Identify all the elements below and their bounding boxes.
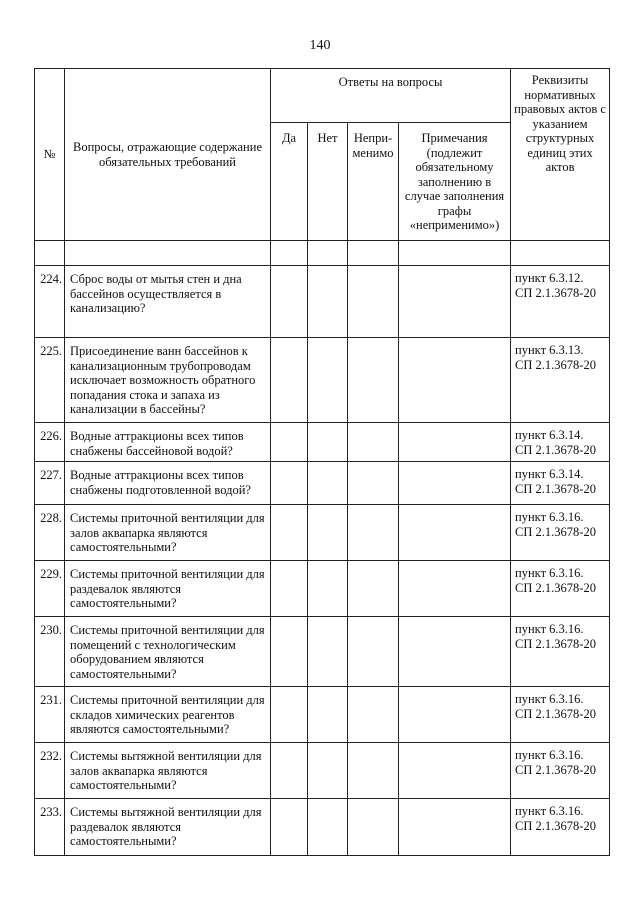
row-question: Системы вытяжной вентиляции для залов аквапарка являются самостоятельными? [65, 743, 271, 799]
header-yes: Да [271, 123, 308, 241]
header-num: № [35, 69, 65, 241]
requisite-point: пункт 6.3.16. [515, 692, 584, 706]
row-question: Присоединение ванн бассейнов к канализационным трубопроводам исключает возможность обратного попадания стока и запаха из канализации в бассейны? [65, 338, 271, 423]
header-notes: Примечания (подлежит обязательному заполнению в случае заполнения графы «неприменимо») [399, 123, 511, 241]
answer-no-cell[interactable] [308, 338, 348, 423]
header-na-line2: менимо [352, 145, 394, 160]
answer-yes-cell[interactable] [271, 743, 308, 799]
answer-yes-cell[interactable] [271, 423, 308, 462]
requisite-act: СП 2.1.3678-20 [515, 706, 596, 721]
requisite-point: пункт 6.3.14. [515, 467, 584, 481]
requisite-point: пункт 6.3.16. [515, 804, 584, 818]
notes-cell[interactable] [399, 561, 511, 617]
row-requisites [511, 687, 610, 743]
notes-cell[interactable] [399, 743, 511, 799]
table-row [35, 338, 610, 423]
answer-no-cell[interactable] [308, 799, 348, 856]
row-number: 230. [35, 617, 65, 687]
row-question: Водные аттракционы всех типов снабжены подготовленной водой? [65, 462, 271, 505]
answer-no-cell[interactable] [308, 687, 348, 743]
row-question: Системы вытяжной вентиляции для раздевалок являются самостоятельными? [65, 799, 271, 856]
row-requisites [511, 799, 610, 856]
answer-na-cell[interactable] [348, 561, 399, 617]
row-question: Системы приточной вентиляции для помещений с технологическим оборудованием являются самостоятельными? [65, 617, 271, 687]
notes-cell[interactable] [399, 266, 511, 338]
header-requisites: Реквизиты нормативных правовых актов с указанием структурных единиц этих актов [511, 69, 610, 241]
requisite-point: пункт 6.3.12. [515, 271, 584, 285]
answer-no-cell[interactable] [308, 423, 348, 462]
answer-na-cell[interactable] [348, 505, 399, 561]
row-requisites [511, 266, 610, 338]
notes-cell[interactable] [399, 617, 511, 687]
row-number: 232. [35, 743, 65, 799]
answer-yes-cell[interactable] [271, 505, 308, 561]
row-number: 233. [35, 799, 65, 856]
table-row [35, 423, 610, 462]
row-question: Системы приточной вентиляции для раздевалок являются самостоятельными? [65, 561, 271, 617]
answer-na-cell[interactable] [348, 799, 399, 856]
requisite-act: СП 2.1.3678-20 [515, 442, 596, 457]
table-row [35, 799, 610, 856]
spacer-row [35, 241, 610, 266]
row-number: 228. [35, 505, 65, 561]
answer-no-cell[interactable] [308, 561, 348, 617]
answer-na-cell[interactable] [348, 423, 399, 462]
answer-yes-cell[interactable] [271, 617, 308, 687]
table-row [35, 561, 610, 617]
notes-cell[interactable] [399, 505, 511, 561]
table-row [35, 743, 610, 799]
requisite-act: СП 2.1.3678-20 [515, 762, 596, 777]
requisite-point: пункт 6.3.13. [515, 343, 584, 357]
answer-yes-cell[interactable] [271, 266, 308, 338]
row-requisites [511, 423, 610, 462]
notes-cell[interactable] [399, 462, 511, 505]
table-row [35, 505, 610, 561]
row-question: Системы приточной вентиляции для складов химических реагентов являются самостоятельными? [65, 687, 271, 743]
requisite-point: пункт 6.3.16. [515, 748, 584, 762]
table-row [35, 266, 610, 338]
answer-na-cell[interactable] [348, 462, 399, 505]
notes-cell[interactable] [399, 687, 511, 743]
row-requisites [511, 617, 610, 687]
answer-na-cell[interactable] [348, 266, 399, 338]
answer-yes-cell[interactable] [271, 799, 308, 856]
answer-yes-cell[interactable] [271, 338, 308, 423]
row-question: Водные аттракционы всех типов снабжены бассейновой водой? [65, 423, 271, 462]
header-answers: Ответы на вопросы [271, 69, 511, 123]
row-question: Системы приточной вентиляции для залов аквапарка являются самостоятельными? [65, 505, 271, 561]
table-row [35, 462, 610, 505]
row-number: 226. [35, 423, 65, 462]
answer-no-cell[interactable] [308, 743, 348, 799]
header-no: Нет [308, 123, 348, 241]
requisite-act: СП 2.1.3678-20 [515, 636, 596, 651]
answer-na-cell[interactable] [348, 687, 399, 743]
row-requisites [511, 505, 610, 561]
table-row [35, 617, 610, 687]
row-requisites [511, 462, 610, 505]
answer-no-cell[interactable] [308, 505, 348, 561]
answer-no-cell[interactable] [308, 617, 348, 687]
row-requisites [511, 338, 610, 423]
requisite-act: СП 2.1.3678-20 [515, 818, 596, 833]
row-requisites [511, 743, 610, 799]
checklist-table [34, 68, 610, 856]
answer-na-cell[interactable] [348, 617, 399, 687]
requisite-point: пункт 6.3.16. [515, 566, 584, 580]
answer-yes-cell[interactable] [271, 687, 308, 743]
header-row-1 [35, 69, 610, 123]
requisite-act: СП 2.1.3678-20 [515, 285, 596, 300]
header-na-line1: Непри- [353, 131, 393, 145]
answer-no-cell[interactable] [308, 266, 348, 338]
requisite-act: СП 2.1.3678-20 [515, 524, 596, 539]
header-question: Вопросы, отражающие содержание обязательных требований [65, 69, 271, 241]
requisite-act: СП 2.1.3678-20 [515, 357, 596, 372]
answer-na-cell[interactable] [348, 743, 399, 799]
requisite-point: пункт 6.3.14. [515, 428, 584, 442]
page-number: 140 [309, 38, 331, 53]
table-row [35, 687, 610, 743]
row-number: 225. [35, 338, 65, 423]
row-question: Сброс воды от мытья стен и дна бассейнов осуществляется в канализацию? [65, 266, 271, 338]
answer-na-cell[interactable] [348, 338, 399, 423]
notes-cell[interactable] [399, 799, 511, 856]
row-requisites [511, 561, 610, 617]
header-not-applicable [348, 123, 399, 241]
notes-cell[interactable] [399, 423, 511, 462]
row-number: 229. [35, 561, 65, 617]
answer-no-cell[interactable] [308, 462, 348, 505]
requisite-point: пункт 6.3.16. [515, 510, 584, 524]
row-number: 231. [35, 687, 65, 743]
requisite-act: СП 2.1.3678-20 [515, 481, 596, 496]
notes-cell[interactable] [399, 338, 511, 423]
answer-yes-cell[interactable] [271, 561, 308, 617]
requisite-point: пункт 6.3.16. [515, 622, 584, 636]
requisite-act: СП 2.1.3678-20 [515, 580, 596, 595]
row-number: 224. [35, 266, 65, 338]
row-number: 227. [35, 462, 65, 505]
answer-yes-cell[interactable] [271, 462, 308, 505]
